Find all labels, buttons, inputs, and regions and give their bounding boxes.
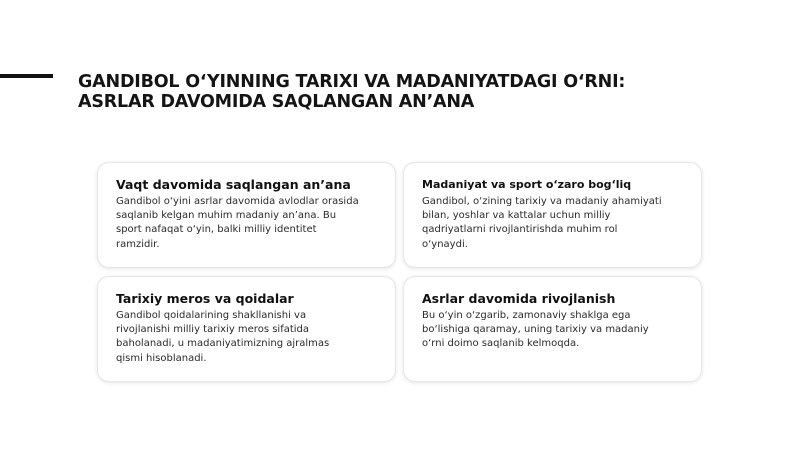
card-text-line: qismi hisoblanadi.	[116, 352, 207, 364]
card-text-line: sport nafaqat o‘yin, balki milliy identitet	[116, 224, 317, 236]
card-text-line: Gandibol o‘yini asrlar davomida avlodlar orasida	[116, 196, 359, 207]
card-text-line: Bu o‘yin o‘zgarib, zamonaviy shaklga ega	[422, 310, 631, 321]
card-development	[403, 276, 702, 382]
card-culture-sport	[403, 162, 702, 268]
card-tradition	[97, 162, 396, 268]
card-text-line: bo‘lishiga qaramay, uning tarixiy va madaniy	[422, 324, 649, 336]
card-text	[116, 309, 377, 366]
card-title: Vaqt davomida saqlangan an’ana	[116, 177, 351, 192]
card-text	[422, 309, 683, 352]
card-text	[422, 195, 683, 252]
card-text-line: baholanadi, u madaniyatimizning ajralmas	[116, 338, 330, 350]
slide-title-line-2: ASRLAR DAVOMIDA SAQLANGAN AN’ANA	[78, 92, 475, 112]
card-text-line: rivojlanishi milliy tarixiy meros sifatida	[116, 324, 310, 336]
slide-title	[78, 72, 778, 112]
card-text-line: o‘ynaydi.	[422, 238, 468, 250]
card-text-line: saqlanib kelgan muhim madaniy an’ana. Bu	[116, 210, 337, 222]
title-accent-bar	[0, 74, 53, 78]
card-text-line: qadriyatlarni rivojlantirishda muhim rol	[422, 224, 618, 236]
card-title: Asrlar davomida rivojlanish	[422, 291, 616, 306]
card-title: Tarixiy meros va qoidalar	[116, 291, 294, 306]
card-text-line: Gandibol qoidalarining shakllanishi va	[116, 310, 307, 321]
card-heritage-rules	[97, 276, 396, 382]
card-text-line: ramzidir.	[116, 238, 160, 250]
card-text-line: Gandibol, o‘zining tarixiy va madaniy ahamiyati	[422, 196, 662, 207]
card-text-line: o‘rni doimo saqlanib kelmoqda.	[422, 338, 580, 350]
card-text	[116, 195, 377, 252]
card-title: Madaniyat va sport o‘zaro bog‘liq	[422, 178, 632, 191]
slide-title-line-1: GANDIBOL O‘YINNING TARIXI VA MADANIYATDAGI O‘RNI:	[78, 72, 626, 92]
card-text-line: bilan, yoshlar va kattalar uchun milliy	[422, 210, 611, 222]
